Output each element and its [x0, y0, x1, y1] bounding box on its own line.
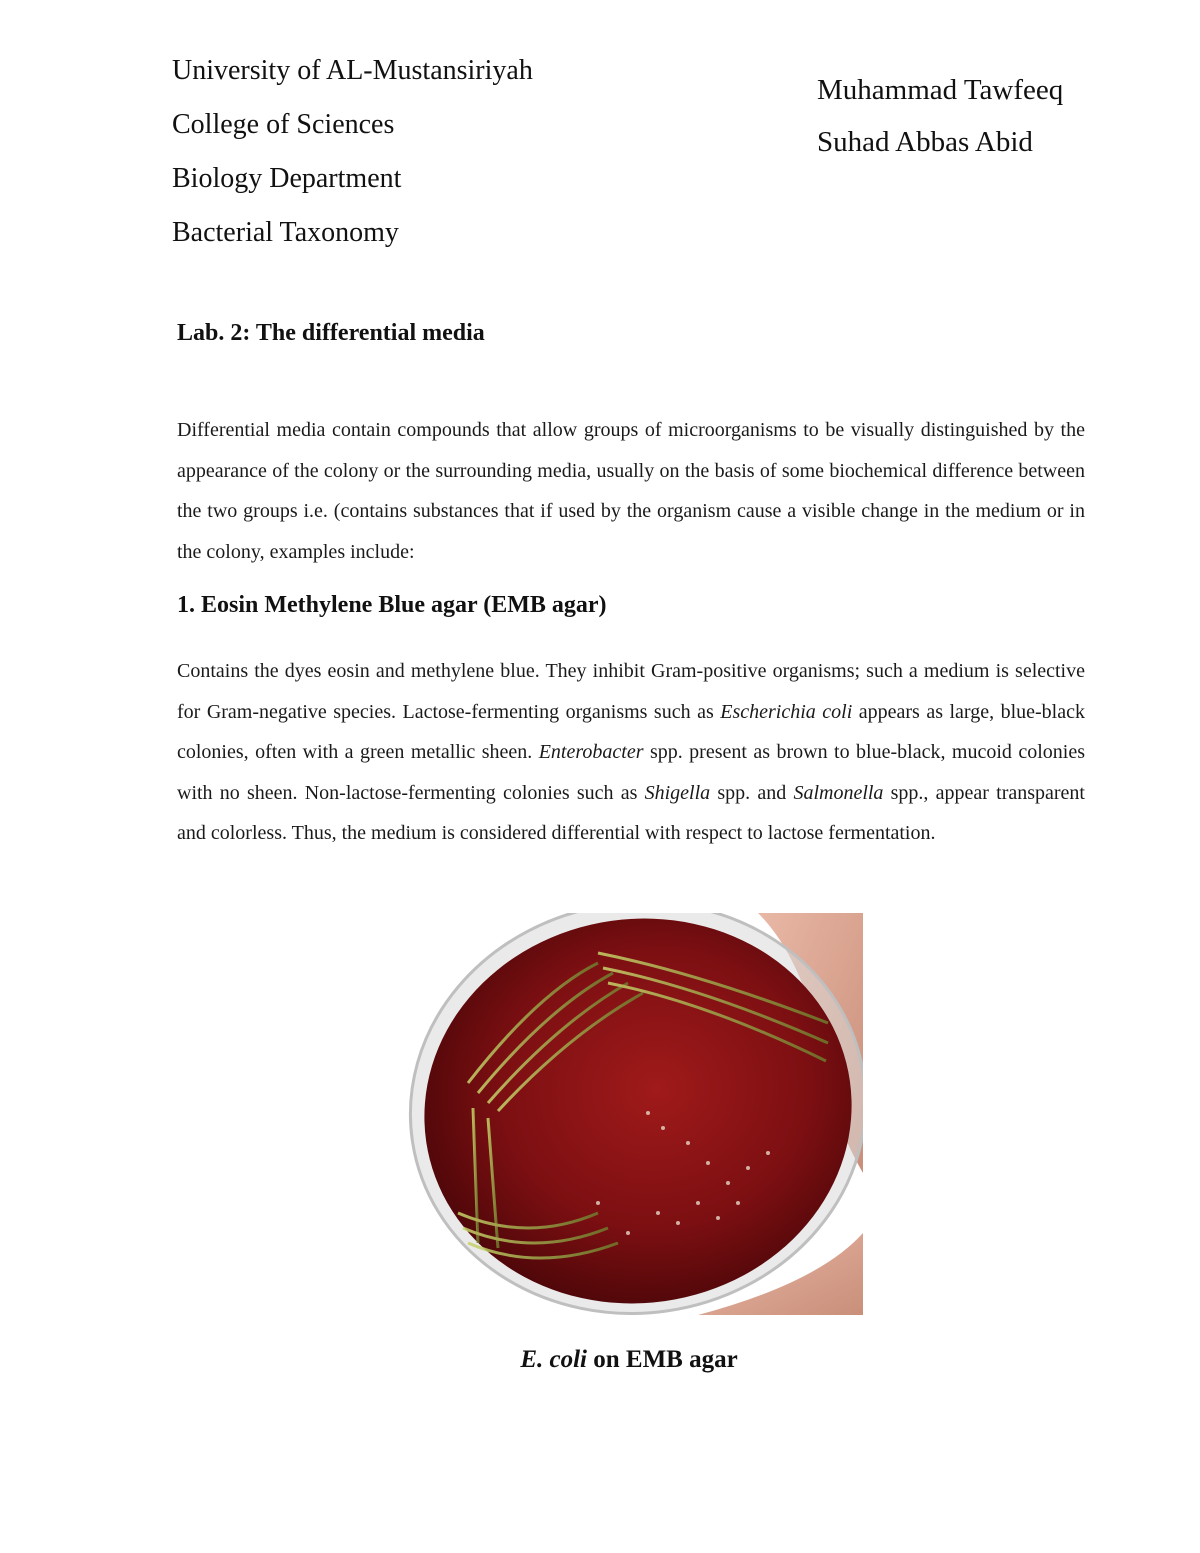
college-name: College of Sciences	[172, 109, 395, 140]
figure-caption	[0, 1346, 1200, 1374]
institution-header	[172, 44, 533, 260]
text-run: Contains the dyes eosin and methylene blue. They inhibit Gram-positive organisms; such a medium is selective for Gram-negative species. Lactose-fermenting organisms such as	[177, 660, 1085, 723]
text-run: spp. and	[710, 781, 794, 804]
text-run: spp., appear transparent and colorless. Thus, the medium is considered differential with respect to lactose fermentation.	[177, 781, 1085, 844]
petri-dish-photo	[398, 913, 863, 1315]
intro-paragraph: Differential media contain compounds that allow groups of microorganisms to be visually distinguished by the appearance of the colony or the surrounding media, usually on the basis of some biochemical difference between the two groups i.e. (contains substances that if used by the organism cause a visible change in the medium or in the colony, examples include:	[177, 419, 1085, 563]
author-name: Muhammad Tawfeeq	[817, 74, 1064, 106]
university-name: University of AL-Mustansiriyah	[172, 55, 533, 86]
department-name: Biology Department	[172, 163, 402, 194]
species-name: Shigella	[644, 781, 711, 804]
authors-block	[817, 64, 1063, 168]
author-name: Suhad Abbas Abid	[817, 126, 1033, 158]
text-run: appears as large, blue-black colonies, often with a green metallic sheen.	[177, 700, 1085, 763]
caption-species: E. coli	[520, 1346, 587, 1373]
course-name: Bacterial Taxonomy	[172, 217, 399, 248]
section-heading: 1. Eosin Methylene Blue agar (EMB agar)	[177, 592, 607, 618]
caption-text: on EMB agar	[586, 1346, 738, 1373]
species-name: Enterobacter	[538, 741, 644, 763]
emb-paragraph	[177, 651, 1085, 854]
species-name: Salmonella	[793, 781, 884, 804]
text-run: spp. present as brown to blue-black, mucoid colonies with no sheen. Non-lactose-fermenting colonies such as	[177, 741, 1086, 804]
emb-agar-plate-image	[398, 913, 863, 1315]
species-name: Escherichia coli	[720, 700, 853, 723]
lab-title: Lab. 2: The differential media	[177, 320, 485, 346]
